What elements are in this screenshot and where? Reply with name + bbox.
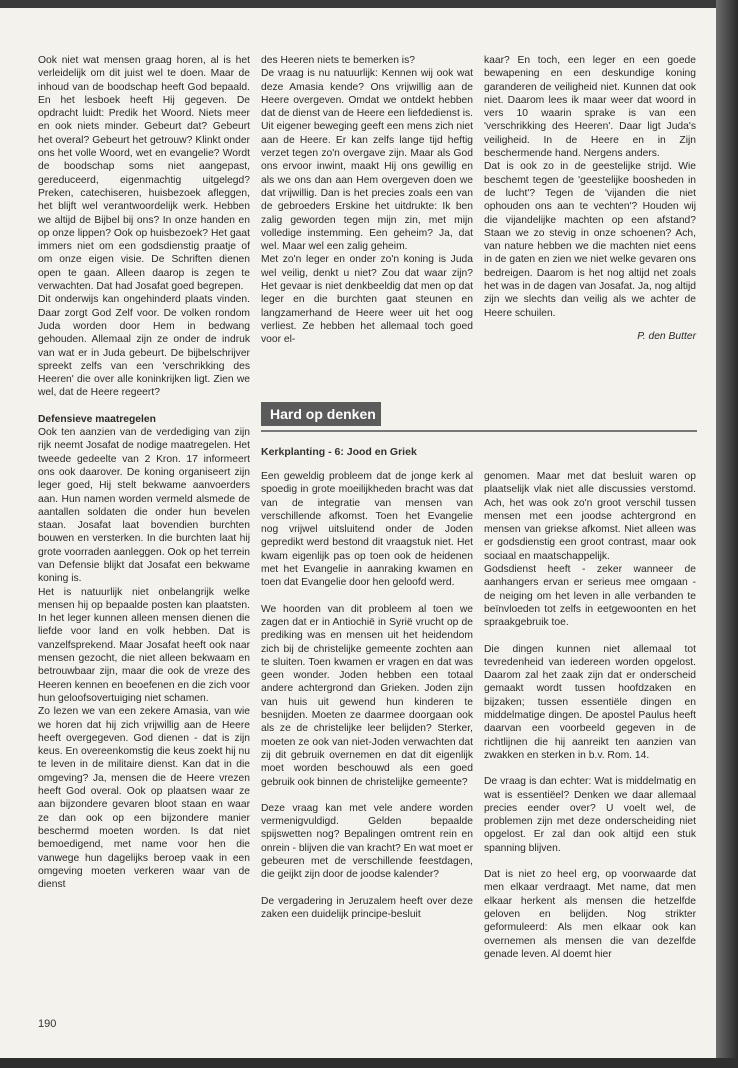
paragraph: Ook ten aanzien van de verdediging van zijn rijk neemt Josafat de nodige maatregelen. Het tweede gedeelte van 2 Kron. 17 informeert ons ook daarover. De koning organiseert zijn leger goed, Hij stelt bekwame aanvoerders aan. Hun namen worden vermeld alsmede de aantallen soldaten die onder hun bevelen staan. Josafat laat bovendien burchten bouwen en versterken. In die burchten laat hij grote voorraden aanleggen. Ook op het terrein van Defensie blijkt dat Josafat een bekwame koning is. — [38, 427, 250, 585]
column-3-top — [484, 54, 696, 343]
paragraph: Deze vraag kan met vele andere worden vermenigvuldigd. Gelden bepaalde spijswetten nog? Bepalingen omtrent rein en onrein - blijven die van kracht? En wat moet er gebeuren met de verschillende feestdagen, die geijkt zijn door de joodse kalender? — [261, 802, 473, 881]
column-2-top — [261, 54, 473, 347]
paragraph: des Heeren niets te bemerken is? — [261, 55, 415, 66]
paragraph: Die dingen kunnen niet allemaal tot tevredenheid van iedereen worden opgelost. Daarom zal het zaak zijn dat er onderscheid gemaakt wordt tussen hoofdzaken en bijzaken; tussen essentiële dingen en middelmatige dingen. De apostel Paulus heeft daarvan een voorbeeld gegeven in de richtlijnen die hij aanreikt ten aanzien van zwakken en sterken in b.v. Rom. 14. — [484, 643, 696, 761]
author-signature: P. den Butter — [637, 330, 696, 342]
article-subtitle: Kerkplanting - 6: Jood en Griek — [261, 446, 417, 458]
paragraph: Dit onderwijs kan ongehinderd plaats vinden. Daar zorgt God Zelf voor. De volken rondom Juda worden door Hem in bedwang gehouden. Allemaal zijn ze onder de indruk van wat er in Juda gebeurt. De bijbelschrijver spreekt zelfs van een 'verschrikking des Heeren' die over alle koninkrijken ligt. Zien we wel, dat de Heere regeert? — [38, 294, 250, 399]
paragraph: De vraag is nu natuurlijk: Kennen wij ook wat deze Amasia kende? Ons vrijwillig aan de Heere overgeven. Omdat we ontdekt hebben dat de dienst van de Heere een liefdedienst is. Uit eigener beweging geeft een mens zich niet aan de Heere. Er kan zelfs lange tijd heftig verzet tegen zo'n overgave zijn. Maar als God ons ervoor inwint, maakt Hij ons gewillig en als we ons dan aan Hem overgeven doen we dat vrijwillig. Dan is het precies zoals een van de gebroeders Erskine het uitdrukte: Ik ben zalig geworden tegen mijn zin, met mijn volledige instemming. Een geheim? Ja, dat wel. Maar wel een zalig geheim. — [261, 68, 473, 253]
column-2-bottom — [261, 470, 473, 921]
bottom-edge — [0, 1058, 738, 1068]
paragraph: Een geweldig probleem dat de jonge kerk al spoedig in grote moeilijkheden bracht was dat van de integratie van mensen van verschillende afkomst. Toen het Evangelie nog vrijwel uitsluitend onder de Joden gepredikt werd bestond dit vraagstuk niet. Het kwam eigenlijk pas op toen ook de heidenen met het Evangelie in aanraking kwamen en toen dat Evangelie door hen geloofd werd. — [261, 471, 473, 589]
section-banner: Hard op denken — [261, 402, 381, 426]
paragraph: Zo lezen we van een zekere Amasia, van wie we horen dat hij zich vrijwillig aan de Heere heeft overgegeven. God dienen - dat is zijn keus. En overeenkomstig die keus zoekt hij nu te leven in de militaire dienst. Kan dat in die omgeving? Ja, mensen die de Heere vrezen heeft God overal. Ook op plaatsen waar ze aan bijzondere gevaren bloot staan en waar ze dan ook op een bijzondere manier beschermd moeten worden. Is dat niet bemoedigend, met name voor hen die vanwege hun dagelijks beroep vaak in een omgeving moeten verkeren waar van de dienst — [38, 706, 250, 891]
paragraph: Ook niet wat mensen graag horen, al is het verleidelijk om dit juist wel te doen. Maar de inhoud van de boodschap heeft God bepaald. En het lesboek heeft Hij gegeven. De opdracht luidt: Predik het Woord. Niets meer en ook niets minder. Gebeurt dat? Gebeurt het overal? Gebeurt het getrouw? Klinkt onder ons het volle Woord, wet en evangelie? Wordt de boodschap soms niet aangepast, gereduceerd, eigenmachtig uitgelegd? Preken, catechiseren, huisbezoek afleggen, het blijft wel verantwoordelijk werk. Hebben we altijd de Bijbel bij ons? In onze handen en op onze lippen? Ook op huisbezoek? Het gaat immers niet om een godsdienstig praatje of om onze eigen visie. De Schriften dienen open te gaan. Alleen daarop is zegen te verwachten. Dat had Josafat goed begrepen. — [38, 55, 250, 293]
paragraph: Dat is niet zo heel erg, op voorwaarde dat men elkaar verdraagt. Met name, dat men elkaar herkent als mensen die hetzelfde geloven en belijden. Nog strikter geformuleerd: Als men elkaar ook kan overnemen als mensen die van dezelfde genade leven. Al doemt hier — [484, 869, 696, 960]
page-number: 190 — [38, 1018, 57, 1030]
paragraph: kaar? En toch, een leger en een goede bewapening en een deskundige koning garanderen de veiligheid niet. Kunnen dat ook niet. Daarom lees ik maar weer dat woord in vers 10 waarin sprake is van een 'verschrikking des Heeren'. Daar ligt Juda's veiligheid. In de Heere en in Zijn beschermende hand. Nergens anders. — [484, 55, 696, 160]
top-edge — [0, 0, 738, 8]
subheading-defensieve-maatregelen: Defensieve maatregelen — [38, 413, 156, 425]
paragraph: Dat is ook zo in de geestelijke strijd. Wie beschemt tegen de 'geestelijke boosheden in de lucht'? Tegen de 'vijanden die niet ophouden ons aan te vechten'? Houden wij die vijandelijke machten op een afstand? Staan we zo stevig in onze schoenen? Ach, van nature hebben we die machten niet eens in de gaten en zien we niet welke gevaren ons bedreigen. Daarom is het nog altijd net zoals het was in de dagen van Josafat. Ja, nog altijd zijn we slechts dan veilig als we achter de Heere schuilen. — [484, 161, 696, 319]
page-spine — [716, 0, 738, 1068]
paragraph: Het is natuurlijk niet onbelangrijk welke mensen hij op bepaalde posten kan plaatsten. In het leger kunnen alleen mensen dienen die liefde voor land en volk hebben. Dat is vanzelfsprekend. Maar Josafat heeft ook naar mensen gezocht, die niet alleen bekwaam en betrouwbaar zijn, maar die ook de vreze des Heeren kennen en beoefenen en die zich voor hun geloofsovertuiging niet schamen. — [38, 586, 250, 704]
paragraph: De vergadering in Jeruzalem heeft over deze zaken een duidelijk principe-besluit — [261, 895, 473, 920]
paragraph: Godsdienst heeft - zeker wanneer de aanhangers ervan er serieus mee omgaan - de neiging om het leven in alle verbanden te beïnvloeden tot zelfs in eetgewoonten en het spraakgebruik toe. — [484, 564, 696, 629]
column-3-bottom — [484, 470, 696, 961]
paragraph: genomen. Maar met dat besluit waren op plaatselijk vlak niet alle discussies verstomd. Ach, het was ook zo'n groot verschil tussen mensen met een joodse achtergrond en mensen van griekse afkomst. Niet alleen was er godsdienstig een groot contrast, maar ook sociaal en maatschappelijk. — [484, 471, 696, 562]
paragraph: Met zo'n leger en onder zo'n koning is Juda wel veilig, denkt u niet? Zou dat waar zijn? Het gevaar is niet denkbeeldig dat men op dat leger en die burchten gaat steunen en langzamerhand de Heere weer uit het oog verliest. Ze hebben het allemaal toch goed voor el- — [261, 254, 473, 346]
section-rule — [261, 430, 697, 432]
column-1 — [38, 54, 250, 891]
paragraph: De vraag is dan echter: Wat is middelmatig en wat is essentiëel? Denken we daar allemaal precies eender over? U voelt wel, de problemen zijn met deze onderscheiding niet opgelost. Er zal dan ook altijd een stuk spanning blijven. — [484, 776, 696, 854]
paragraph: We hoorden van dit probleem al toen we zagen dat er in Antiochië in Syrië vrucht op de prediking was en mensen uit het heidendom zich bij de christelijke gemeente zochten aan te sluiten. Toen kwamen er vragen en dat was geen wonder. Joden hebben een totaal andere achtergrond dan Grieken. Joden zijn van huis uit gewend hun kinderen te besnijden. Moeten ze daarmee doorgaan ook als ze de christelijke leer belijden? Sterker, moeten ze ook van niet-Joden verwachten dat zij dit gebruik overnemen en dat dit eigenlijk moet worden beschouwd als een goed gebruik ook binnen de christelijke gemeente? — [261, 603, 473, 788]
